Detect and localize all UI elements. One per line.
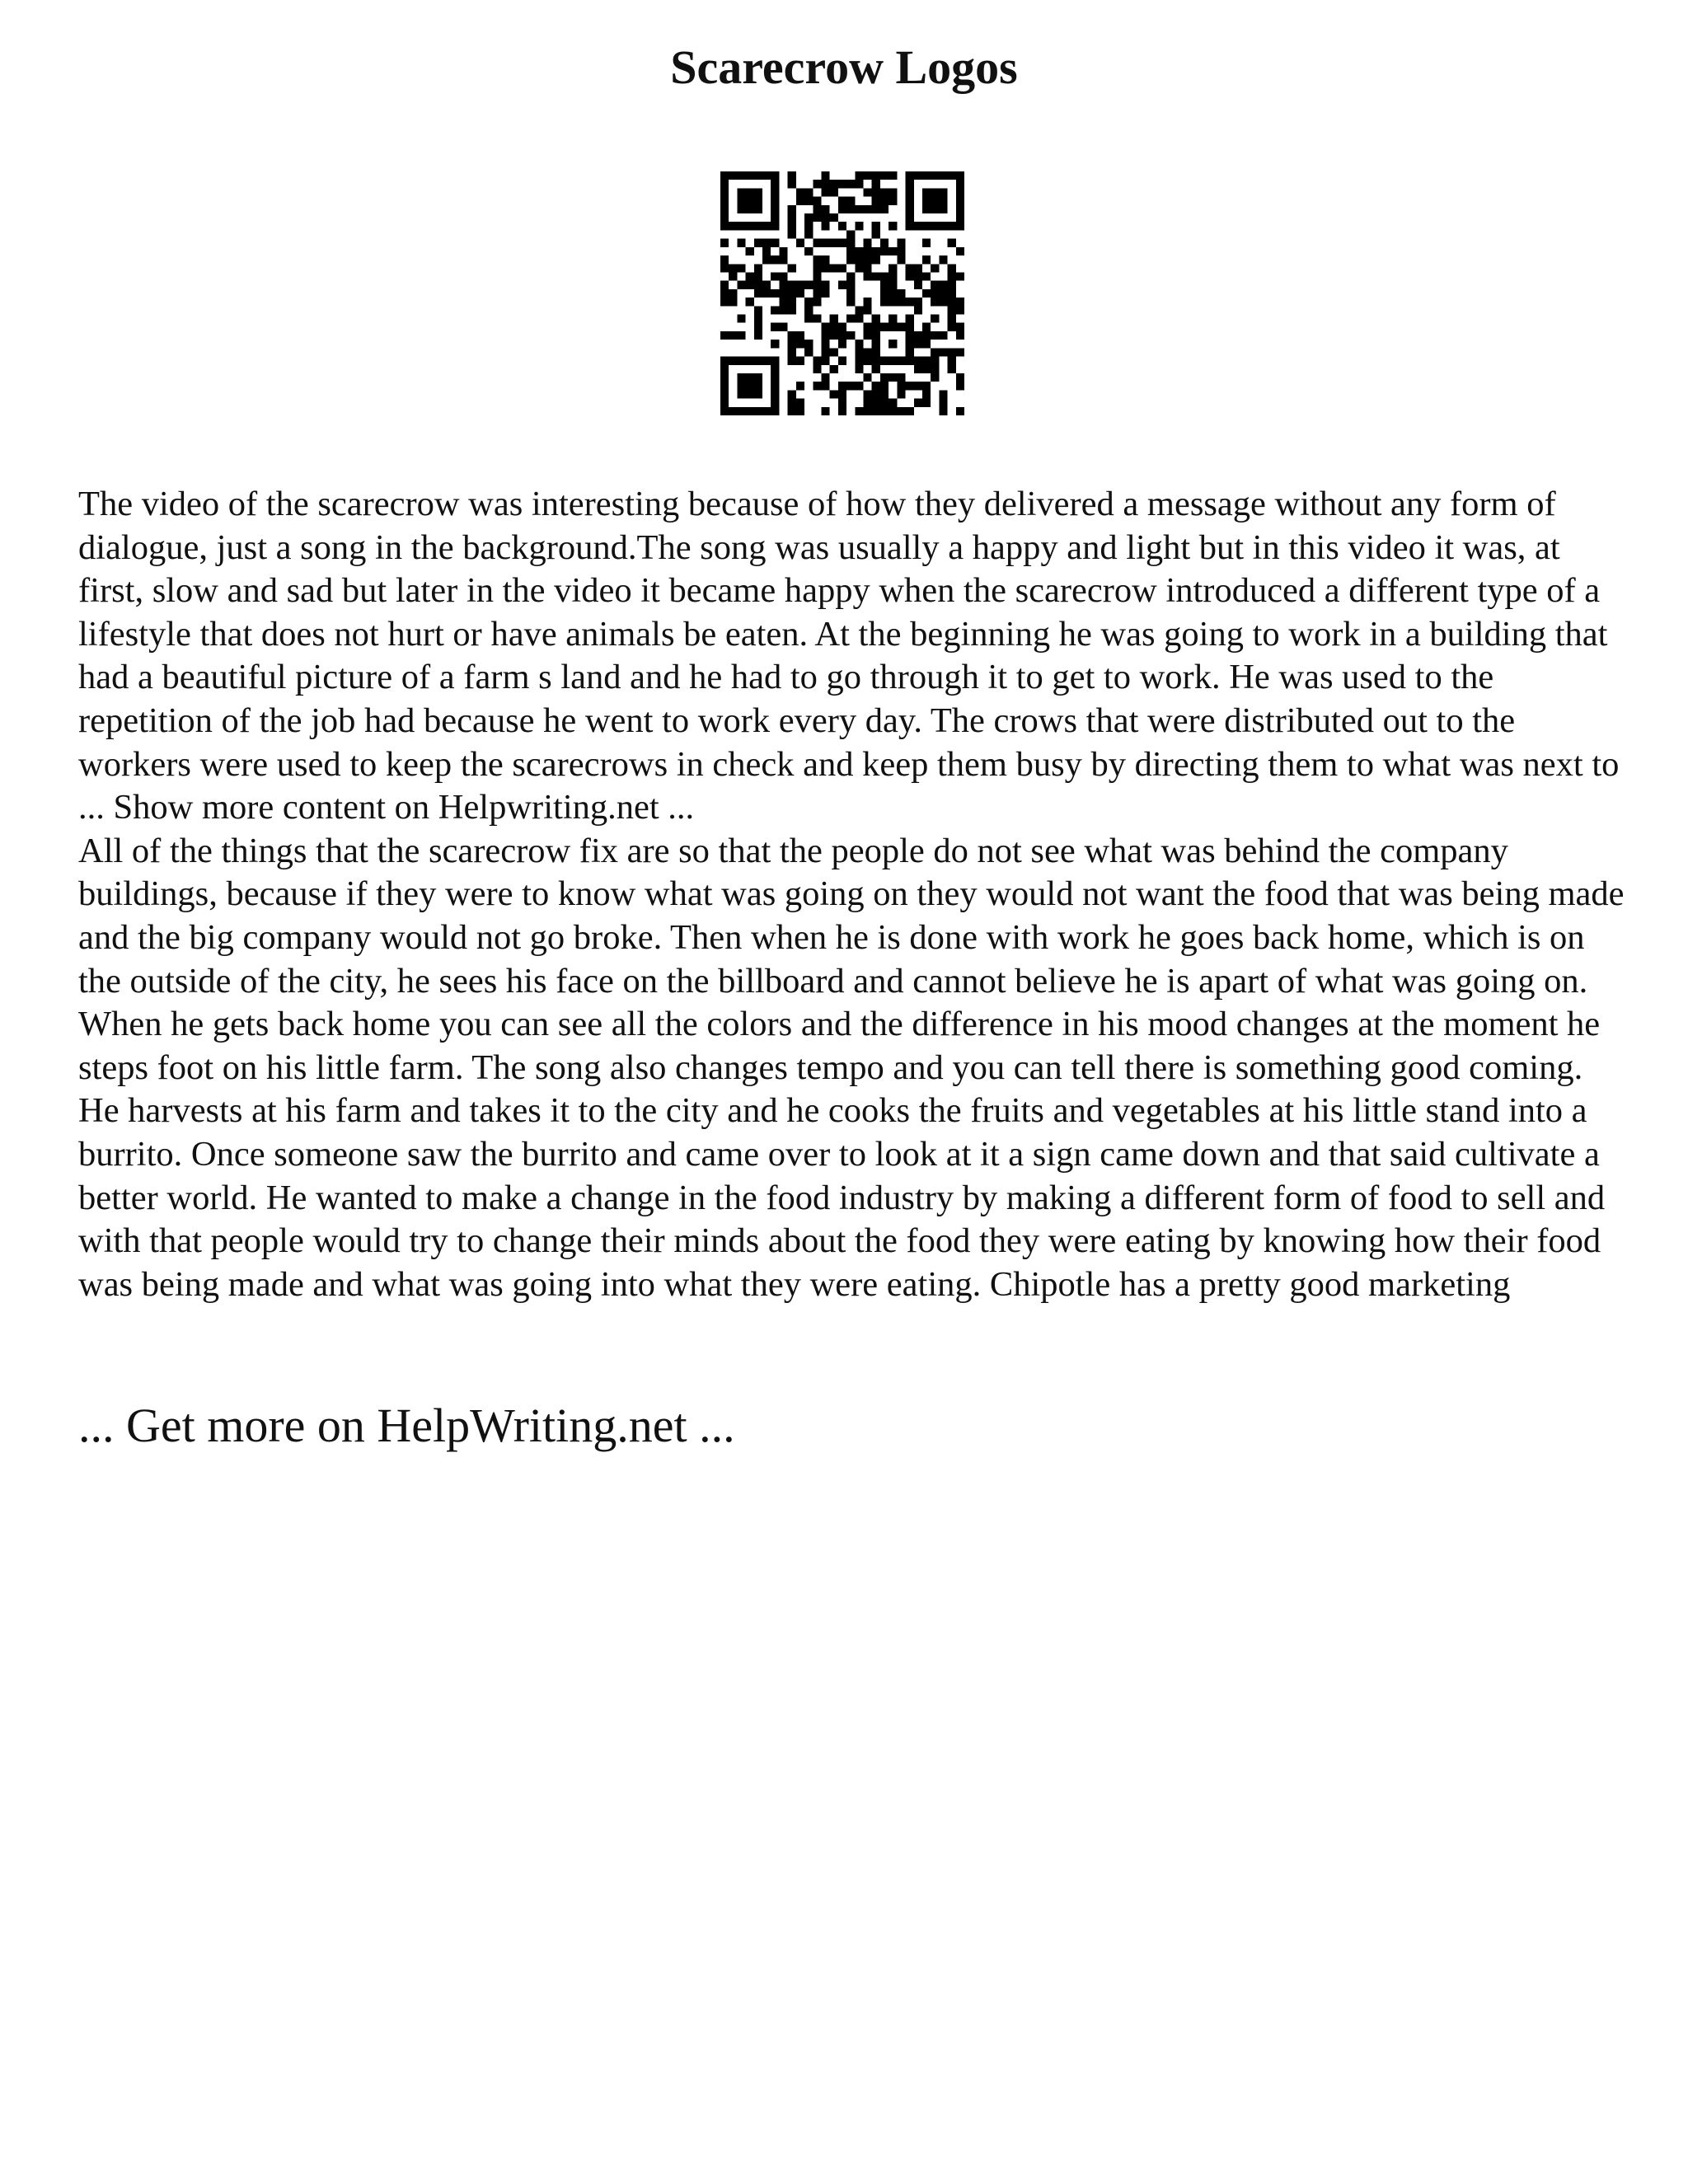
get-more-link[interactable]: ... Get more on HelpWriting.net ... [78,1399,735,1452]
page-title: Scarecrow Logos [670,40,1018,94]
body-text [78,483,1628,1306]
paragraph-1: The video of the scarecrow was interesting because of how they delivered a message without any form of dialogue, just a song in the background.The song was usually a happy and light but in this video it was, at first, slow and sad but later in the video it became happy when the scarecrow introduced a different type of a lifestyle that does not hurt or have animals be eaten. At the beginning he was going to work in a building that had a beautiful picture of a farm s land and he had to go through it to get to work. He was used to the repetition of the job had because he went to work every day. The crows that were distributed out to the workers were used to keep the scarecrows in check and keep them busy by directing them to what was next to ... Show more content on Helpwriting.net ... [78,485,1620,827]
paragraph-2: All of the things that the scarecrow fix are so that the people do not see what was behind the company buildings, because if they were to know what was going on they would not want the food that was being made and the big company would not go broke. Then when he is done with work he goes back home, which is on the outside of the city, he sees his face on the billboard and cannot believe he is apart of what was going on. When he gets back home you can see all the colors and the difference in his mood changes at the moment he steps foot on his little farm. The song also changes tempo and you can tell there is something good coming. He harvests at his farm and takes it to the city and he cooks the fruits and vegetables at his little stand into a burrito. Once someone saw the burrito and came over to look at it a sign came down and that said cultivate a better world. He wanted to make a change in the food industry by making a different form of food to sell and with that people would try to change their minds about the food they were eating by knowing how their food was being made and what was going into what they were eating. Chipotle has a pretty good marketing [78,831,1625,1304]
qr-code-icon [720,171,964,415]
